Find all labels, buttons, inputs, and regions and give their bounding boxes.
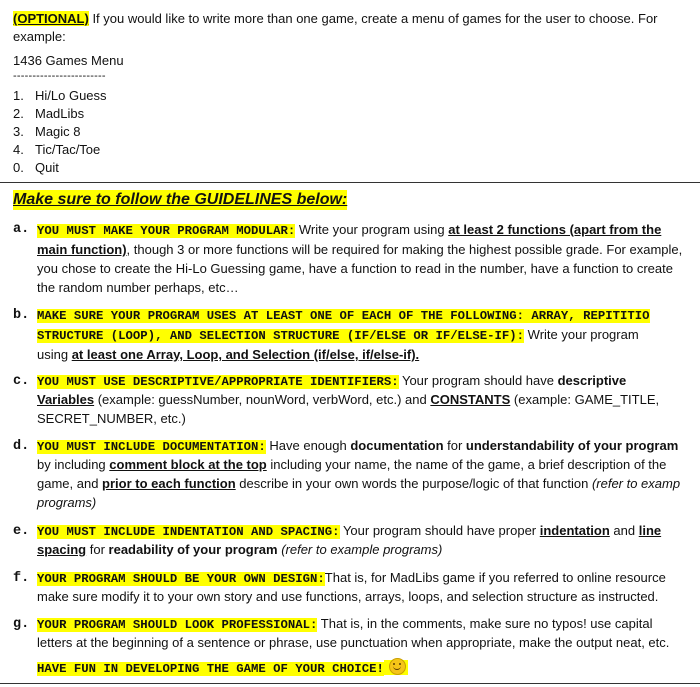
- menu-item: 3. Magic 8: [13, 124, 81, 139]
- menu-item: 4. Tic/Tac/Toe: [13, 142, 101, 157]
- menu-item: 0. Quit: [13, 160, 59, 175]
- item-c-line: Variables (example: guessNumber, nounWord, verbWord, etc.) and CONSTANTS (example: GAME_TITLE,: [37, 392, 660, 407]
- item-label: a.: [13, 222, 30, 237]
- item-label: f.: [13, 571, 30, 586]
- item-c-line: YOU MUST USE DESCRIPTIVE/APPROPRIATE IDENTIFIERS: Your program should have descriptive: [37, 373, 627, 389]
- menu-title: 1436 Games Menu: [13, 53, 124, 68]
- bottom-divider: [0, 683, 700, 684]
- intro-line-1: [13, 10, 658, 28]
- item-d-line: game, and prior to each function describe in your own words the purpose/logic of that function (refer to examp: [37, 476, 681, 491]
- item-e-line: YOU MUST INCLUDE INDENTATION AND SPACING: Your program should have proper indentation and line: [37, 523, 662, 539]
- item-d-line: by including comment block at the top including your name, the name of the game, a brief description of the: [37, 457, 667, 472]
- item-g-line: letters at the beginning of a sentence or phrase, use punctuation when appropriate, make the output neat, etc.: [37, 635, 670, 650]
- item-label: c.: [13, 374, 30, 389]
- item-d-line: programs): [37, 495, 97, 510]
- menu-item: 2. MadLibs: [13, 106, 85, 121]
- item-b-line: using at least one Array, Loop, and Selection (if/else, if/else-if).: [37, 347, 420, 362]
- item-f-line: YOUR PROGRAM SHOULD BE YOUR OWN DESIGN:That is, for MadLibs game if you referred to online resource: [37, 570, 666, 586]
- menu-item: 1. Hi/Lo Guess: [13, 88, 107, 103]
- item-label: b.: [13, 308, 30, 323]
- smiley-icon: [389, 658, 406, 675]
- intro-line-2: example:: [13, 29, 66, 44]
- menu-dashes: ------------------------: [13, 70, 106, 82]
- item-e-line: spacing for readability of your program (refer to example programs): [37, 542, 443, 557]
- item-a-line: YOU MUST MAKE YOUR PROGRAM MODULAR: Write your program using at least 2 functions (apart from the: [37, 222, 662, 238]
- item-b-line: MAKE SURE YOUR PROGRAM USES AT LEAST ONE OF EACH OF THE FOLLOWING: ARRAY, REPITITIO: [37, 309, 650, 323]
- divider: [0, 182, 700, 183]
- fun-line: [37, 658, 408, 678]
- guidelines-heading: Make sure to follow the GUIDELINES below:: [13, 191, 348, 208]
- item-label: e.: [13, 524, 30, 539]
- fun-text: HAVE FUN IN DEVELOPING THE GAME OF YOUR CHOICE!: [37, 662, 384, 676]
- item-label: g.: [13, 617, 30, 632]
- item-a-line: you chose to create the Hi-Lo Guessing game, have a function to read in the number, have a function to create: [37, 261, 673, 276]
- item-f-line: make sure modify it to your own story and use functions, arrays, loops, and selection structure as instructed.: [37, 589, 659, 604]
- item-g-line: YOUR PROGRAM SHOULD LOOK PROFESSIONAL: That is, in the comments, make sure no typos! use capital: [37, 616, 653, 632]
- item-label: d.: [13, 439, 30, 454]
- item-c-line: SECRET_NUMBER, etc.): [37, 411, 186, 426]
- item-a-line: main function), though 3 or more functions will be required for making the highest possible grade. For example,: [37, 242, 683, 257]
- menu-list: [13, 87, 107, 177]
- item-a-line: the random number perhaps, etc…: [37, 280, 239, 295]
- item-d-line: YOU MUST INCLUDE DOCUMENTATION: Have enough documentation for understandability of your program: [37, 438, 679, 454]
- item-b-line: STRUCTURE (LOOP), AND SELECTION STRUCTURE (IF/ELSE OR IF/ELSE-IF): Write your program: [37, 327, 639, 343]
- intro-text-1: If you would like to write more than one game, create a menu of games for the user to choose. For: [88, 11, 658, 26]
- optional-tag: (OPTIONAL): [13, 11, 89, 26]
